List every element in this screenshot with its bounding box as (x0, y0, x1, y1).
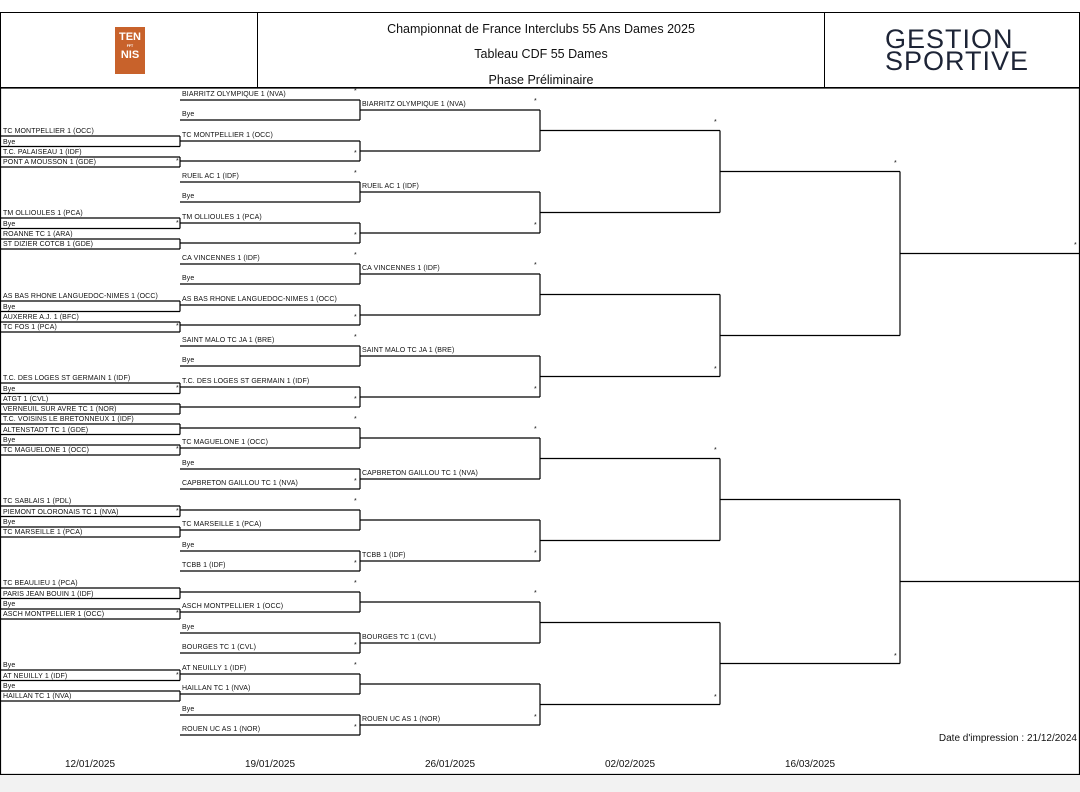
score-marker: * (176, 671, 179, 679)
team-name[interactable]: TC SABLAIS 1 (PDL) (3, 498, 72, 505)
team-name[interactable]: Bye (182, 542, 195, 549)
team-name[interactable]: ST DIZIER COTCB 1 (GDE) (3, 241, 94, 248)
team-name[interactable]: BOURGES TC 1 (CVL) (362, 634, 437, 641)
team-name[interactable]: Bye (182, 357, 195, 364)
team-name[interactable]: Bye (182, 193, 195, 200)
team-name[interactable]: CAPBRETON GAILLOU TC 1 (NVA) (362, 470, 478, 477)
score-marker: * (354, 314, 357, 321)
team-name[interactable]: Bye (3, 385, 16, 393)
score-marker: * (534, 222, 537, 229)
team-name[interactable]: T.C. VOISINS LE BRETONNEUX 1 (IDF) (3, 416, 134, 423)
team-name[interactable]: Bye (3, 303, 16, 311)
score-marker: * (354, 252, 357, 259)
team-name[interactable]: TC MONTPELLIER 1 (OCC) (3, 128, 94, 135)
logo-text: TEN (119, 31, 141, 43)
team-name[interactable]: ASCH MONTPELLIER 1 (OCC) (3, 611, 105, 618)
round-date: 26/01/2025 (424, 759, 476, 770)
team-name[interactable]: Bye (3, 519, 16, 526)
score-marker: * (354, 232, 357, 239)
score-marker: * (894, 652, 897, 660)
team-name[interactable]: Bye (3, 437, 16, 444)
team-name[interactable]: ROANNE TC 1 (ARA) (3, 231, 73, 238)
team-name[interactable]: HAILLAN TC 1 (NVA) (182, 685, 251, 692)
score-marker: * (176, 610, 179, 617)
team-name[interactable]: TC MONTPELLIER 1 (OCC) (182, 132, 273, 139)
team-name[interactable]: T.C. PALAISEAU 1 (IDF) (3, 149, 82, 156)
team-name[interactable]: BIARRITZ OLYMPIQUE 1 (NVA) (362, 101, 466, 108)
score-marker: * (1074, 241, 1077, 249)
team-name[interactable]: RUEIL AC 1 (IDF) (182, 173, 239, 180)
team-name[interactable]: Bye (182, 275, 195, 282)
team-name[interactable]: AT NEUILLY 1 (IDF) (3, 672, 68, 680)
team-name[interactable]: AS BAS RHONE LANGUEDOC-NIMES 1 (OCC) (182, 296, 337, 303)
team-name[interactable]: TCBB 1 (IDF) (182, 562, 226, 569)
score-marker: * (354, 642, 357, 649)
team-name[interactable]: TC MAGUELONE 1 (OCC) (182, 439, 269, 446)
team-name[interactable]: TC BEAULIEU 1 (PCA) (3, 580, 78, 587)
score-marker: * (714, 118, 717, 126)
logo-text: NIS (120, 49, 140, 61)
score-marker: * (176, 219, 179, 227)
score-marker: * (354, 416, 357, 423)
team-name[interactable]: Bye (3, 601, 16, 608)
score-marker: * (534, 714, 537, 721)
team-name[interactable]: Bye (3, 138, 16, 146)
score-marker: * (534, 386, 537, 393)
page-title: Championnat de France Interclubs 55 Ans Dames 2025 (387, 22, 695, 36)
score-marker: * (354, 724, 357, 731)
score-marker: * (534, 98, 537, 105)
score-marker: * (714, 693, 717, 701)
score-marker: * (354, 396, 357, 403)
team-name[interactable]: VERNEUIL SUR AVRE TC 1 (NOR) (3, 406, 117, 413)
team-name[interactable]: PIEMONT OLORONAIS TC 1 (NVA) (3, 508, 119, 516)
score-marker: * (354, 88, 357, 95)
team-name[interactable]: Bye (182, 460, 195, 467)
score-marker: * (894, 159, 897, 167)
team-name[interactable]: ATGT 1 (CVL) (3, 396, 49, 403)
score-marker: * (176, 507, 179, 515)
team-name[interactable]: Bye (3, 220, 16, 228)
score-marker: * (176, 446, 179, 453)
round-date: 02/02/2025 (604, 759, 656, 770)
team-name[interactable]: BOURGES TC 1 (CVL) (182, 644, 257, 651)
team-name[interactable]: T.C. DES LOGES ST GERMAIN 1 (IDF) (182, 378, 310, 385)
team-name[interactable]: T.C. DES LOGES ST GERMAIN 1 (IDF) (3, 375, 131, 382)
score-marker: * (534, 550, 537, 557)
team-name[interactable]: CA VINCENNES 1 (IDF) (182, 255, 260, 262)
score-marker: * (534, 426, 537, 433)
team-name[interactable]: ROUEN UC AS 1 (NOR) (362, 716, 441, 723)
phase-label: Phase Préliminaire (488, 73, 594, 87)
score-marker: * (354, 498, 357, 505)
score-marker: * (176, 323, 179, 330)
team-name[interactable]: Bye (182, 706, 195, 713)
team-name[interactable]: AUXERRE A.J. 1 (BFC) (3, 314, 79, 321)
logo-text: SPORTIVE (885, 46, 1030, 76)
team-name[interactable]: AT NEUILLY 1 (IDF) (182, 665, 247, 672)
round-date: 19/01/2025 (244, 759, 296, 770)
score-marker: * (354, 580, 357, 587)
team-name[interactable]: TCBB 1 (IDF) (362, 552, 406, 559)
score-marker: * (354, 334, 357, 341)
team-name[interactable]: SAINT MALO TC JA 1 (BRE) (362, 347, 455, 354)
team-name[interactable]: TC FOS 1 (PCA) (3, 324, 57, 331)
score-marker: * (534, 262, 537, 269)
round-date: 12/01/2025 (64, 759, 116, 770)
team-name[interactable]: SAINT MALO TC JA 1 (BRE) (182, 337, 275, 344)
team-name[interactable]: HAILLAN TC 1 (NVA) (3, 693, 72, 700)
team-name[interactable]: PARIS JEAN BOUIN 1 (IDF) (3, 590, 94, 598)
team-name[interactable]: CAPBRETON GAILLOU TC 1 (NVA) (182, 480, 298, 487)
score-marker: * (534, 590, 537, 597)
team-name[interactable]: TC MARSEILLE 1 (PCA) (3, 529, 83, 536)
team-name[interactable]: RUEIL AC 1 (IDF) (362, 183, 419, 190)
logo-text: GESTION (885, 24, 1014, 54)
print-date: Date d'impression : 21/12/2024 (938, 733, 1077, 744)
team-name[interactable]: ASCH MONTPELLIER 1 (OCC) (182, 603, 284, 610)
team-name[interactable]: TM OLLIOULES 1 (PCA) (182, 214, 262, 221)
score-marker: * (714, 365, 717, 373)
page-subtitle: Tableau CDF 55 Dames (474, 47, 608, 61)
team-name[interactable]: TC MARSEILLE 1 (PCA) (182, 521, 262, 528)
team-name[interactable]: Bye (3, 662, 16, 669)
team-name[interactable]: BIARRITZ OLYMPIQUE 1 (NVA) (182, 91, 286, 98)
team-name[interactable]: Bye (3, 683, 16, 690)
team-name[interactable]: AS BAS RHONE LANGUEDOC-NIMES 1 (OCC) (3, 293, 158, 300)
team-name[interactable]: Bye (182, 111, 195, 118)
team-name[interactable]: CA VINCENNES 1 (IDF) (362, 265, 440, 272)
team-name[interactable]: Bye (182, 624, 195, 631)
team-name[interactable]: PONT A MOUSSON 1 (GDE) (3, 159, 97, 166)
score-marker: * (354, 170, 357, 177)
score-marker: * (176, 158, 179, 165)
team-name[interactable]: ROUEN UC AS 1 (NOR) (182, 726, 261, 733)
team-name[interactable]: ALTENSTADT TC 1 (GDE) (3, 426, 89, 434)
round-date: 16/03/2025 (784, 759, 836, 770)
score-marker: * (354, 662, 357, 669)
score-marker: * (354, 150, 357, 157)
logo-small-text: FFT (126, 44, 134, 48)
score-marker: * (176, 384, 179, 392)
team-name[interactable]: TM OLLIOULES 1 (PCA) (3, 210, 83, 217)
score-marker: * (354, 478, 357, 485)
score-marker: * (354, 560, 357, 567)
score-marker: * (714, 446, 717, 454)
team-name[interactable]: TC MAGUELONE 1 (OCC) (3, 447, 90, 454)
